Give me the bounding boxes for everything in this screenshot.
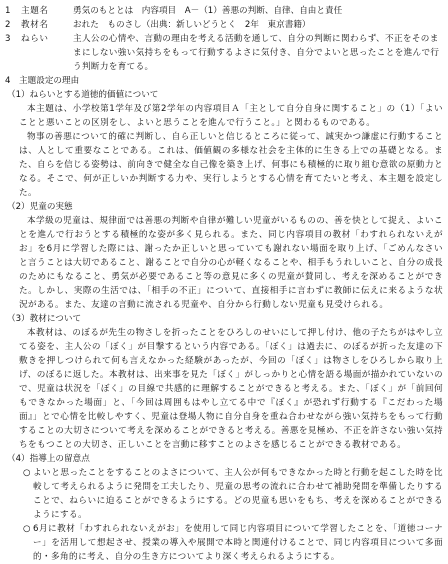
theme-number: 1 bbox=[5, 6, 11, 16]
subsection-heading: （3）教材について bbox=[7, 314, 82, 324]
bullet-text: よいと思ったことをすることのよさについて、主人公が何もできなかった時と行動を起こした時を比較して考えられるように発問を工夫したり、児童の思考の流れに合わせて補助発問を準備したりすることで、ねらいに迫ることができるようにする。どの児童も思いをもち、考えを深めることができるようにする。 bbox=[33, 468, 443, 520]
subsection-heading: （1）ねらいとする道徳的価値について bbox=[7, 90, 159, 100]
circle-bullet-icon: ○ bbox=[23, 468, 31, 478]
section-title: 4 主題設定の理由 bbox=[5, 76, 80, 86]
aim-value: 主人公の心情や、言動の理由を考える活動を通して、自分の判断に関わらず、不正をそのままにしない強い気持ちをもって行動するよさに気付き、自分でよいと思ったことを進んで行う判断力を育てる。 bbox=[73, 34, 440, 72]
material-label: 教材名 bbox=[21, 20, 49, 30]
subsection-guidance bbox=[5, 452, 443, 564]
paragraph: 本学級の児童は、規律面では善悪の判断や自律が難しい児童がいるものの、善を快として捉え、よいことを進んで行おうとする積極的な姿が多く見られる。また、同じ内容項目の教材「わすれられないえがお」を6月に学習した際には、謝ったか正しいと思っていても謝れない場面を取り上げ、「ごめんなさいと言うことは大切であること、謝ることで自分の心が軽くなることや、相手もうれしいこと、自分の成長のためにもなること、勇気が必要であること等の意見に多くの児童が賛同し、考えを深めることができた。しかし、実際の生活では、「相手の不正」について、直接相手に言わずに教師に伝えに来るような状況がある。また、友達の言動に流される児童や、自分から行動しない児童も見受けられる。 bbox=[19, 216, 443, 310]
subsection-values bbox=[5, 88, 443, 200]
theme-row bbox=[5, 4, 443, 18]
material-value: おれた ものさし（出典：新しいどうとく 2年 東京書籍） bbox=[73, 20, 311, 30]
bullet-text: 6月に教材「わすれられないえがお」を使用して同じ内容項目について学習したことを、「道徳コーナー」を活用して想起させ、授業の導入や展開で本時と関連付けることで、同じ内容項目について多面的・多角的に考え、自分の生き方についてより深く考えられるようにする。 bbox=[33, 524, 443, 562]
paragraph: 本主題は、小学校第1学年及び第2学年の内容項目Ａ「主として自分自身に関すること」の（1）「よいことと悪いことの区別をし、よいと思うことを進んで行うこと。」と関わるものである。 bbox=[19, 104, 443, 128]
material-number: 2 bbox=[5, 20, 11, 30]
theme-label: 主題名 bbox=[21, 6, 49, 16]
aim-number: 3 bbox=[5, 34, 11, 44]
subsection-heading: （2）児童の実態 bbox=[7, 202, 73, 212]
aim-label: ねらい bbox=[21, 34, 49, 44]
aim-row bbox=[5, 32, 443, 74]
paragraph: 本教材は、のぼるが先生の物さしを折ったことをひろしのせいにして押し付け、他の子たちがはやし立てる姿を、主人公の「ぼく」が目撃するという内容である。「ぼく」は過去に、のぼるが折った友達の下敷きを押しつけられて何も言えなかった経験があったが、今回の「ぼく」は物さしをひろしから取り上げ、のぼるに返した。本教材は、出来事を見た「ぼく」がしっかりと心情を語る場面が描かれていないので、児童は状況を「ぼく」の目線で共感的に理解することができると考える。また、「ぼく」が「前回何もできなかった場面」と、「今回は周囲もはやし立てる中で『ぼく』が恐れず行動する『こだわった場面』」とで心情を比較しやすく、児童は登場人物に自分自身を重ね合わせながら強い気持ちをもって行動することの大切さについて考えを深めることができると考える。善悪を見極め、不正を許さない強い気持ちをもつことの大切さ、正しいことを言動に移すことのよさを感じることができる教材である。 bbox=[19, 328, 443, 450]
circle-bullet-icon: ○ bbox=[23, 524, 31, 534]
theme-value: 勇気のもととは 内容項目 A－（1）善悪の判断、自律、自由と責任 bbox=[73, 6, 343, 16]
subsection-material bbox=[5, 312, 443, 452]
paragraph: 物事の善悪について的確に判断し、自ら正しいと信じるところに従って、誠実かつ謙虚に行動することは、人として重要なことである。これは、価値観の多様な社会を主体的に生きる上での基礎となる。また、自らを信じる姿勢は、前向きで健全な自己像を築き上げ、何事にも積極的に取り組む意欲の原動力となる。そこで、何が正しいか判断する力や、実行しようとする心情を育てたいと考え、本主題を設定した。 bbox=[19, 132, 443, 198]
subsection-students bbox=[5, 200, 443, 312]
subsection-heading: （4）指導上の留意点 bbox=[7, 454, 90, 464]
bullet-item bbox=[5, 522, 443, 564]
material-row bbox=[5, 18, 443, 32]
bullet-item bbox=[5, 466, 443, 522]
